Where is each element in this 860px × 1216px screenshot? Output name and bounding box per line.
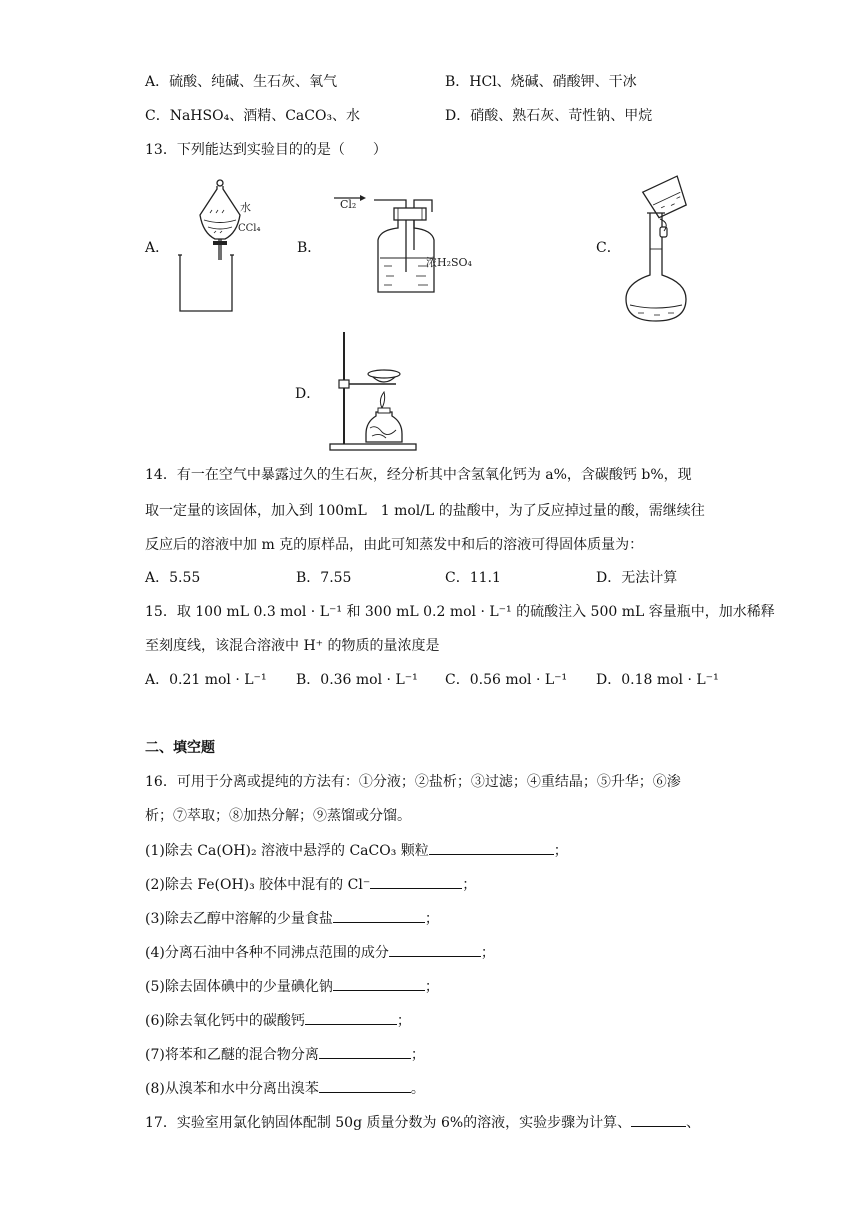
q16-item-6 [145, 1010, 411, 1031]
evaporation-setup-figure [326, 328, 426, 454]
q14-line-1: 14．有一在空气中暴露过久的生石灰，经分析其中含氢氧化钙为 a%，含碳酸钙 b%，现 [145, 467, 692, 483]
q15-option-b: B．0.36 mol · L⁻¹ [296, 672, 418, 688]
q14-option-a: A．5.55 [145, 570, 201, 586]
answer-blank[interactable] [319, 1078, 411, 1093]
volumetric-flask-figure [620, 175, 700, 323]
fig-b-acid-label: 浓H₂SO₄ [426, 256, 472, 269]
q14-line-2: 取一定量的该固体，加入到 100mL 1 mol/L 的盐酸中，为了反应掉过量的酸，需继续往 [145, 503, 705, 519]
fig-a-water-label: 水 [240, 201, 251, 214]
q14-line-3: 反应后的溶液中加 m 克的原样品，由此可知蒸发中和后的溶液可得固体质量为： [145, 537, 644, 553]
q14-option-c: C．11.1 [445, 570, 501, 586]
q17-text: 17．实验室用氯化钠固体配制 50g 质量分数为 6%的溶液，实验步骤为计算、 [145, 1115, 632, 1131]
punctuation: ； [424, 911, 439, 927]
q16-item-5-text: (5)除去固体碘中的少量碘化钠 [145, 979, 333, 995]
q16-line-2: 析；⑦萃取；⑧加热分解；⑨蒸馏或分馏。 [145, 808, 411, 824]
fig-b-cl2-label: Cl₂ [340, 198, 357, 211]
section-title: 二、填空题 [145, 740, 215, 756]
q15-option-a: A．0.21 mol · L⁻¹ [145, 672, 267, 688]
answer-blank[interactable] [305, 1010, 397, 1025]
q16-item-8-text: (8)从溴苯和水中分离出溴苯 [145, 1081, 319, 1097]
q17-line-1 [145, 1112, 700, 1133]
q15-option-c: C．0.56 mol · L⁻¹ [445, 672, 568, 688]
q13-option-a-label: A． [145, 240, 170, 256]
q15-line-1: 15．取 100 mL 0.3 mol · L⁻¹ 和 300 mL 0.2 mol · L⁻¹ 的硫酸注入 500 mL 容量瓶中，加水稀释 [145, 604, 775, 620]
punctuation: 、 [686, 1115, 701, 1131]
separatory-funnel-figure [170, 175, 270, 315]
q16-item-7-text: (7)将苯和乙醚的混合物分离 [145, 1047, 319, 1063]
q15-option-d: D．0.18 mol · L⁻¹ [596, 672, 719, 688]
q16-item-4 [145, 942, 495, 963]
fig-a-ccl4-label: CCl₄ [238, 223, 261, 234]
q12-option-b: B．HCl、烧碱、硝酸钾、干冰 [445, 74, 637, 90]
gas-washing-bottle-figure [328, 192, 508, 297]
q14-option-b: B．7.55 [296, 570, 352, 586]
punctuation: ； [396, 1013, 411, 1029]
q15-line-2: 至刻度线，该混合溶液中 H⁺ 的物质的量浓度是 [145, 638, 440, 654]
punctuation: 。 [410, 1081, 425, 1097]
q16-item-1 [145, 840, 568, 861]
punctuation: ； [462, 877, 477, 893]
q16-item-8 [145, 1078, 425, 1099]
q16-item-6-text: (6)除去氧化钙中的碳酸钙 [145, 1013, 305, 1029]
answer-blank[interactable] [370, 874, 462, 889]
q16-item-5 [145, 976, 439, 997]
answer-blank[interactable] [319, 1044, 411, 1059]
q13-option-d-label: D． [295, 386, 321, 402]
answer-blank[interactable] [429, 840, 554, 855]
q13-option-b-label: B． [297, 240, 322, 256]
q16-item-3-text: (3)除去乙醇中溶解的少量食盐 [145, 911, 333, 927]
q13-option-c-label: C． [596, 240, 621, 256]
q16-item-3 [145, 908, 439, 929]
q12-option-a: A．硫酸、纯碱、生石灰、氧气 [145, 74, 338, 90]
q16-item-4-text: (4)分离石油中各种不同沸点范围的成分 [145, 945, 389, 961]
q16-item-7 [145, 1044, 425, 1065]
punctuation: ； [410, 1047, 425, 1063]
q12-option-d: D．硝酸、熟石灰、苛性钠、甲烷 [445, 108, 653, 124]
answer-blank[interactable] [333, 908, 425, 923]
punctuation: ； [424, 979, 439, 995]
q16-item-2-text: (2)除去 Fe(OH)₃ 胶体中混有的 Cl⁻ [145, 877, 371, 893]
q12-option-c: C．NaHSO₄、酒精、CaCO₃、水 [145, 108, 361, 124]
q16-item-2 [145, 874, 476, 895]
punctuation: ； [553, 843, 568, 859]
punctuation: ； [480, 945, 495, 961]
answer-blank[interactable] [389, 942, 481, 957]
answer-blank[interactable] [333, 976, 425, 991]
answer-blank[interactable] [631, 1112, 686, 1127]
q16-line-1: 16．可用于分离或提纯的方法有：①分液；②盐析；③过滤；④重结晶；⑤升华；⑥渗 [145, 774, 681, 790]
q13-stem: 13．下列能达到实验目的的是（ ） [145, 142, 387, 158]
q16-item-1-text: (1)除去 Ca(OH)₂ 溶液中悬浮的 CaCO₃ 颗粒 [145, 843, 429, 859]
q14-option-d: D．无法计算 [596, 570, 678, 586]
